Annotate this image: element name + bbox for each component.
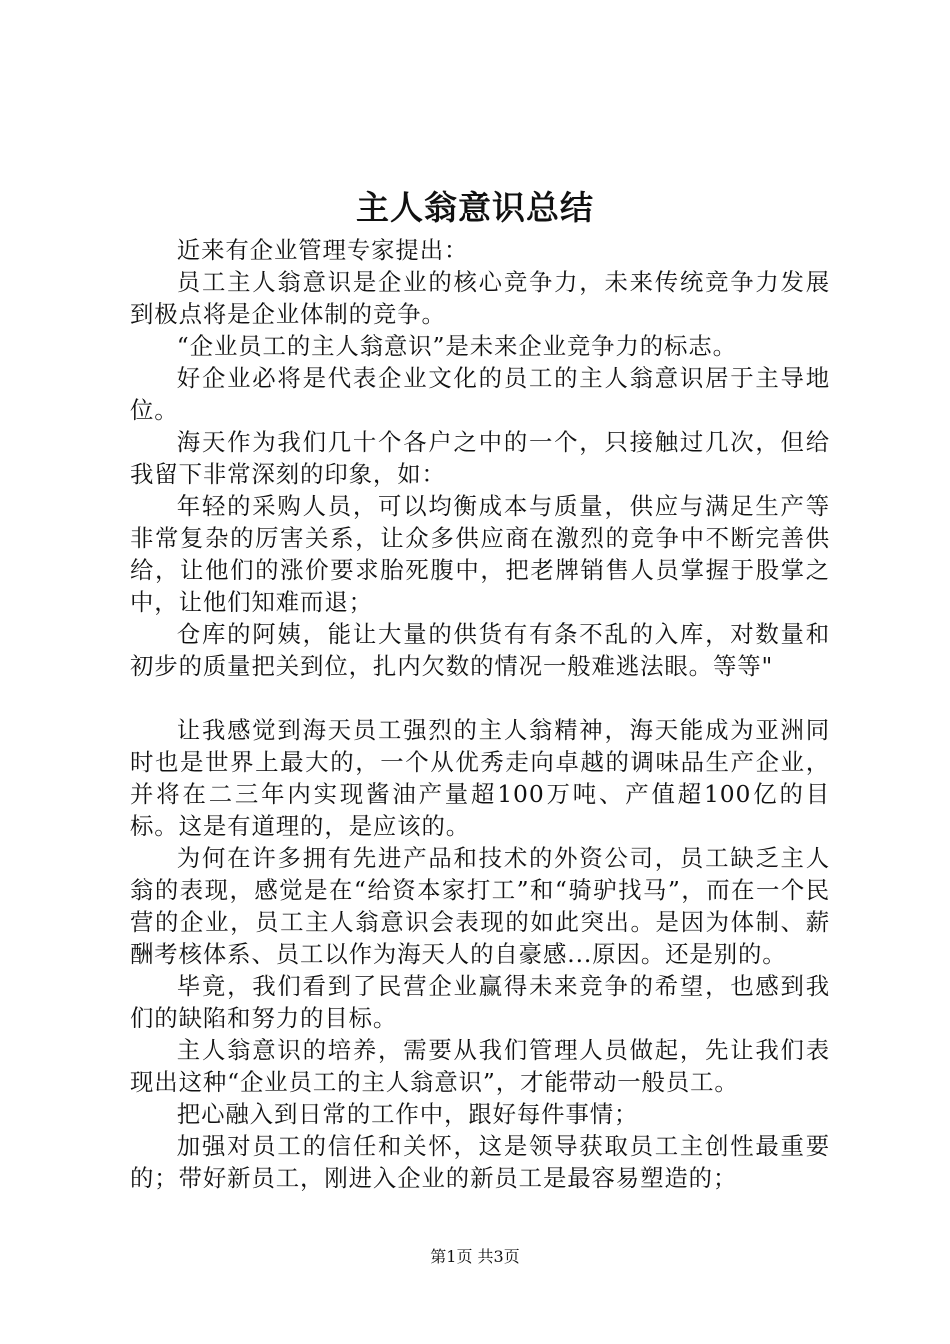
paragraph: 主人翁意识的培养，需要从我们管理人员做起，先让我们表现出这种“企业员工的主人翁意识”，才能带动一般员工。 xyxy=(130,1036,830,1096)
paragraph: 仓库的阿姨，能让大量的供货有有条不乱的入库，对数量和初步的质量把关到位，扎内欠数的情况一般难逃法眼。等等" xyxy=(130,620,830,680)
paragraph: 好企业必将是代表企业文化的员工的主人翁意识居于主导地位。 xyxy=(130,364,830,424)
paragraph: 毕竟，我们看到了民营企业赢得未来竞争的希望，也感到我们的缺陷和努力的目标。 xyxy=(130,972,830,1032)
paragraph: 把心融入到日常的工作中，跟好每件事情； xyxy=(176,1100,639,1128)
paragraph: 海天作为我们几十个各户之中的一个，只接触过几次，但给我留下非常深刻的印象，如： xyxy=(130,428,830,488)
paragraph: 加强对员工的信任和关怀，这是领导获取员工主创性最重要的；带好新员工，刚进入企业的新员工是最容易塑造的； xyxy=(130,1132,830,1192)
blank-line xyxy=(130,682,830,714)
document-body xyxy=(130,234,830,1194)
paragraph: 近来有企业管理专家提出： xyxy=(176,236,469,264)
paragraph: 员工主人翁意识是企业的核心竞争力，未来传统竞争力发展到极点将是企业体制的竞争。 xyxy=(130,268,830,328)
page-footer: 第1页 共3页 xyxy=(430,1247,520,1266)
document-title: 主人翁意识总结 xyxy=(356,188,594,227)
paragraph: 让我感觉到海天员工强烈的主人翁精神，海天能成为亚洲同时也是世界上最大的，一个从优秀走向卓越的调味品生产企业，并将在二三年内实现酱油产量超100万吨、产值超100亿的目标。这是有道理的，是应该的。 xyxy=(130,716,830,840)
paragraph: 为何在许多拥有先进产品和技术的外资公司，员工缺乏主人翁的表现，感觉是在“给资本家打工”和“骑驴找马”，而在一个民营的企业，员工主人翁意识会表现的如此突出。是因为体制、薪酬考核体系、员工以作为海天人的自豪感...原因。还是别的。 xyxy=(130,844,830,968)
paragraph: 年轻的采购人员，可以均衡成本与质量，供应与满足生产等非常复杂的厉害关系，让众多供应商在激烈的竞争中不断完善供给，让他们的涨价要求胎死腹中，把老牌销售人员掌握于股掌之中，让他们知难而退； xyxy=(130,492,830,616)
paragraph: “企业员工的主人翁意识”是未来企业竞争力的标志。 xyxy=(176,332,737,360)
